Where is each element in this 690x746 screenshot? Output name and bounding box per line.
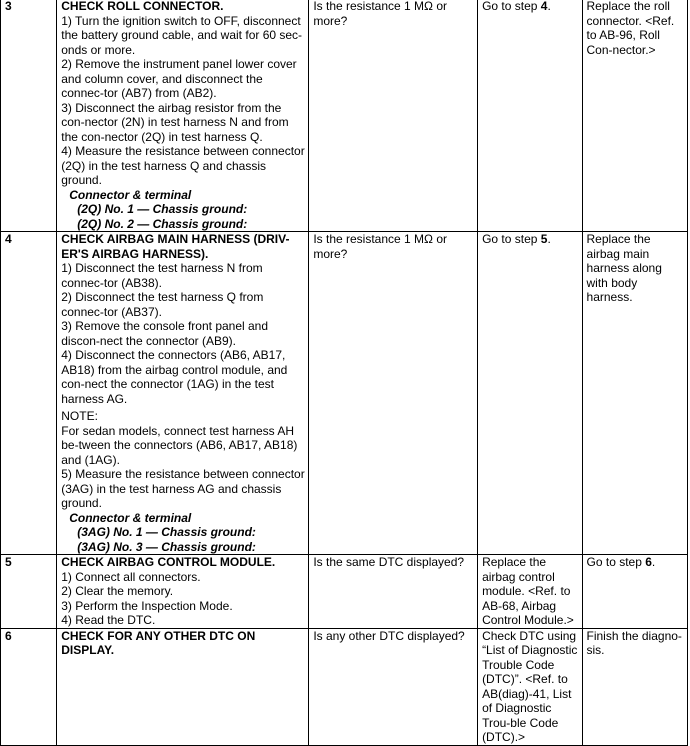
procedure-cell: [57, 628, 309, 745]
procedure-cell: [57, 232, 309, 555]
procedure-line: 4) Read the DTC.: [61, 613, 156, 627]
yes-suffix: .: [547, 0, 551, 13]
step-number: 3: [1, 0, 57, 232]
table-row: [1, 628, 688, 745]
table-row: [1, 232, 688, 555]
procedure-line: 2) Disconnect the test harness Q from connec-tor (AB37).: [61, 290, 264, 319]
table-row: [1, 555, 688, 629]
procedure-line: 2) Clear the memory.: [61, 584, 174, 598]
procedure-cell: [57, 0, 309, 232]
yes-step-ref: 5: [540, 232, 548, 246]
step-number: 6: [1, 628, 57, 745]
yes-cell: Check DTC using “List of Diagnostic Trouble Code (DTC)”. <Ref. to AB(diag)-41, List of Diagnostic Trou-ble Code (DTC).>: [478, 628, 582, 745]
check-cell: Is any other DTC displayed?: [309, 628, 478, 745]
no-cell: Replace the airbag main harness along with body harness.: [582, 232, 687, 555]
note-text: For sedan models, connect test harness AH be-tween the connectors (AB6, AB17, AB18) and (1AG).: [61, 423, 298, 467]
connector-terminal-item: (2Q) No. 2 — Chassis ground:: [77, 216, 248, 231]
connector-terminal-item: (3AG) No. 3 — Chassis ground:: [77, 539, 256, 554]
no-cell: [582, 555, 687, 629]
yes-suffix: .: [547, 232, 551, 246]
check-cell: Is the resistance 1 MΩ or more?: [309, 232, 478, 555]
yes-prefix: Go to step: [482, 0, 541, 13]
connector-terminal-item: (2Q) No. 1 — Chassis ground:: [77, 202, 248, 216]
procedure-line: 4) Measure the resistance between connector (2Q) in the test harness Q and chassis ground.: [61, 144, 305, 187]
connector-terminal-heading: Connector & terminal: [69, 510, 192, 525]
yes-cell: [478, 0, 582, 232]
procedure-line: 2) Remove the instrument panel lower cover and column cover, and disconnect the connec-tor (AB7) from (AB2).: [61, 57, 297, 100]
check-cell: Is the resistance 1 MΩ or more?: [309, 0, 478, 232]
no-step-ref: 6: [645, 555, 652, 569]
procedure-line: 3) Remove the console front panel and discon-nect the connector (AB9).: [61, 319, 269, 348]
procedure-line: 4) Disconnect the connectors (AB6, AB17, AB18) from the airbag control module, and con-nect the connector (1AG) in the test harness AG.: [61, 348, 288, 406]
procedure-line: 5) Measure the resistance between connector (3AG) in the test harness AG and chassis ground.: [61, 467, 305, 510]
yes-step-ref: 4: [540, 0, 548, 13]
yes-cell: Replace the airbag control module. <Ref. to AB-68, Airbag Control Module.>: [478, 555, 582, 629]
procedure-line: 1) Disconnect the test harness N from connec-tor (AB38).: [61, 261, 263, 290]
step-number: 4: [1, 232, 57, 555]
note-label: NOTE:: [61, 409, 98, 423]
procedure-line: 1) Turn the ignition switch to OFF, disconnect the battery ground cable, and wait for 60 sec-onds or more.: [61, 13, 303, 57]
yes-prefix: Go to step: [482, 232, 541, 246]
yes-cell: [478, 232, 582, 555]
connector-terminal-item: (3AG) No. 1 — Chassis ground:: [77, 525, 256, 539]
no-cell: Replace the roll connector. <Ref. to AB-96, Roll Con-nector.>: [582, 0, 687, 232]
procedure-line: 3) Perform the Inspection Mode.: [61, 598, 233, 613]
no-cell: Finish the diagno-sis.: [582, 628, 687, 745]
check-title: CHECK AIRBAG MAIN HARNESS (DRIV-ER'S AIRBAG HARNESS).: [61, 232, 290, 261]
procedure-line: 3) Disconnect the airbag resistor from the con-nector (2N) in test harness N and from the con-nector (2Q) in test harness Q.: [61, 100, 289, 144]
procedure-cell: [57, 555, 309, 629]
table-row: [1, 0, 688, 232]
check-title: CHECK FOR ANY OTHER DTC ON DISPLAY.: [61, 628, 256, 657]
step-number: 5: [1, 555, 57, 629]
connector-terminal-heading: Connector & terminal: [69, 187, 192, 202]
check-title: CHECK AIRBAG CONTROL MODULE.: [61, 555, 276, 569]
no-suffix: .: [651, 555, 656, 569]
check-title: CHECK ROLL CONNECTOR.: [61, 0, 224, 13]
no-prefix: Go to step: [586, 555, 646, 569]
check-cell: Is the same DTC displayed?: [309, 555, 478, 629]
procedure-line: 1) Connect all connectors.: [61, 569, 201, 584]
